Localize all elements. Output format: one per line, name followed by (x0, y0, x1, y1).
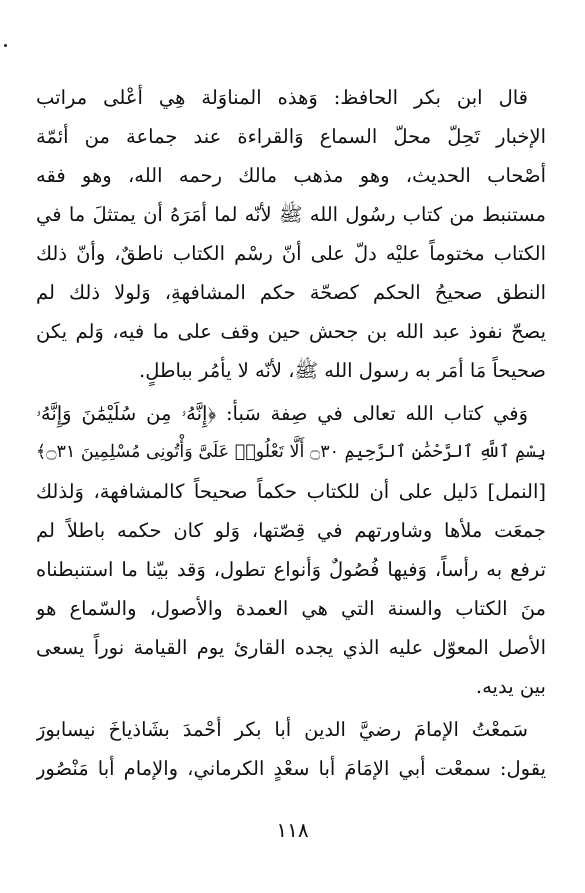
text-line: ترفع به رأساً، وَفيها فُصُولٌ وَأنواع تطول، وَقد بيّنا ما استنبطناه (36, 558, 546, 581)
text-line: الأصل المعوّل عليه الذي يجده القارئ يوم القيامة نوراً يسعى (36, 636, 546, 659)
text-line: النطق صحيحُ الحكم كصحّة حكم المشافهةِ، وَلولا ذلك لم (36, 281, 546, 304)
quran-verse-line: بِسْمِ ٱللَّهِ ٱلرَّحْمَٰنِ ٱلرَّحِيمِ ۝٣٠ أَلَّا تَعْلُوا۟ عَلَىَّ وَأْتُونِى مُسْلِمِينَ ۝٣١﴾ (36, 442, 546, 462)
text-line: سَمعْتُ الإمامَ رضيَّ الدين أبا بكر أحْمدَ بشَاذياخَ نيسابورَ (36, 718, 528, 741)
paragraph-1 (36, 78, 546, 390)
text-line: يقول: سمعْت أبي الإمَامَ أبا سعْدٍ الكرماني، والإمام أبا مَنْصُور (36, 757, 546, 780)
text-line: بين يديه. (475, 675, 546, 698)
text-line: أصْحاب الحديث، وهو مذهب مالك رحمه الله، وهو فقه (36, 164, 546, 187)
text-line: الإخبار تَحِلّ محلّ السماع وَالقراءة عند جماعة من أئمّة (36, 125, 546, 148)
page-number: ١١٨ (276, 818, 309, 842)
text-line: يصحّ نفوذ عبد الله بن جحش حين وقف على ما فيه، وَلم يكن (36, 320, 546, 343)
text-line: مستنبط من كتاب رسُول الله ﷺ لأنّه لما أمَرَهُ أن يمتثلَ ما في (36, 203, 546, 226)
text-line: قال ابن بكر الحافظ: وَهذه المناوَلة هِي أعْلى مراتب (36, 86, 528, 109)
paragraph-2 (36, 394, 546, 706)
text-line: وَفي كتاب الله تعالى في صِفة سَبأ: ﴿إِنَّهُۥ مِن سُلَيْمَٰنَ وَإِنَّهُۥ (36, 402, 528, 425)
text-line: الكتاب مختوماً عليْه دلّ على أنّ رسْم الكتاب ناطقٌ، وأنّ ذلك (36, 242, 546, 265)
text-line: [النمل] دَليل على أن للكتاب حكماً صحيحاً كالمشافهة، وَلذلك (36, 480, 546, 503)
text-line: صحيحاً مَا أمَر به رسول الله ﷺ، لأنّه لا يأمُر بباطلٍ. (139, 359, 546, 382)
margin-dot (4, 44, 7, 47)
paragraph-3 (36, 710, 546, 788)
text-line: منَ الكتاب والسنة التي هي العمدة والأصول، والسّماع هو (36, 597, 546, 620)
text-line: جمعَت ملأها وشاورتهم في قِصّتها، وَلو كان حكمه باطلاً لم (36, 519, 546, 542)
